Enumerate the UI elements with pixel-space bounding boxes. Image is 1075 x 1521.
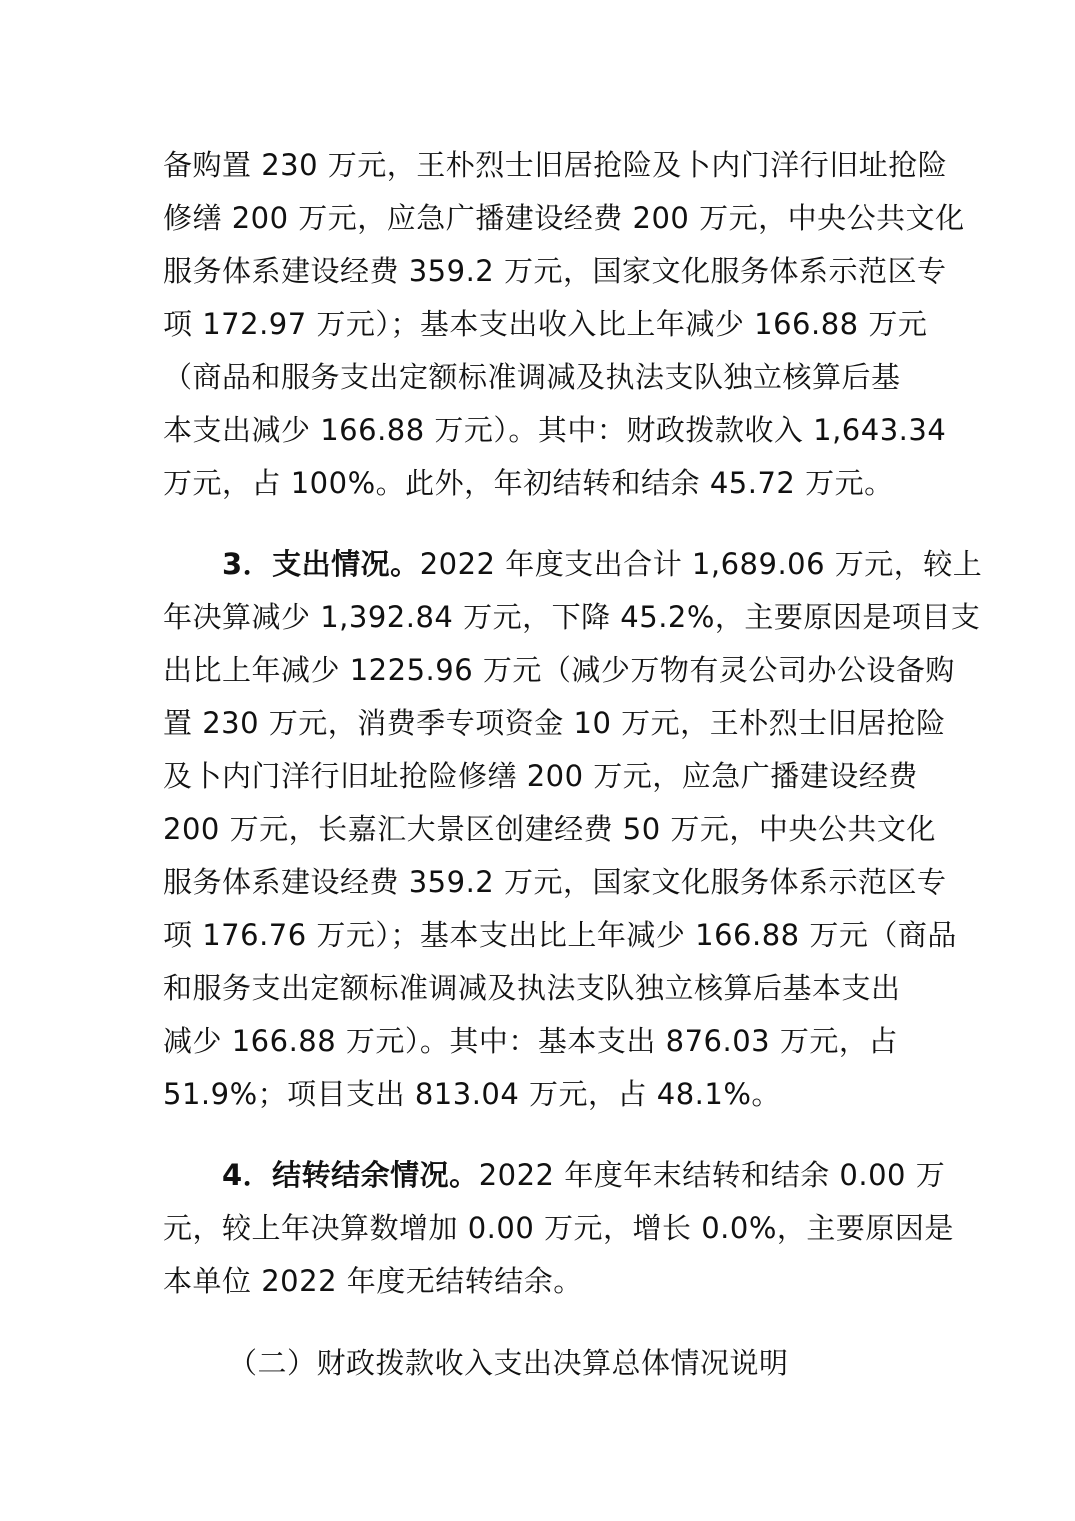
paragraph-line: 修缮 200 万元，应急广播建设经费 200 万元，中央公共文化 [163,201,965,235]
paragraph-line: 本单位 2022 年度无结转结余。 [163,1264,583,1298]
paragraph-line: 置 230 万元，消费季专项资金 10 万元，王朴烈士旧居抢险 [163,706,946,740]
paragraph-line: 备购置 230 万元，王朴烈士旧居抢险及卜内门洋行旧址抢险 [163,148,948,182]
paragraph-line: 减少 166.88 万元）。其中：基本支出 876.03 万元，占 [163,1024,898,1058]
paragraph-line: 及卜内门洋行旧址抢险修缮 200 万元，应急广播建设经费 [163,759,918,793]
section-3-first-line [222,544,982,584]
paragraph-line: 万元，占 100%。此外，年初结转和结余 45.72 万元。 [163,466,894,500]
section-3-heading: 3．支出情况。 [222,547,420,581]
paragraph-line: （商品和服务支出定额标准调减及执法支队独立核算后基 [163,360,901,394]
paragraph-line: 服务体系建设经费 359.2 万元，国家文化服务体系示范区专 [163,865,947,899]
paragraph-line: 年决算减少 1,392.84 万元，下降 45.2%，主要原因是项目支 [163,600,981,634]
paragraph-line: 元，较上年决算数增加 0.00 万元，增长 0.0%，主要原因是 [163,1211,954,1245]
paragraph-line: 本支出减少 166.88 万元）。其中：财政拨款收入 1,643.34 [163,413,947,447]
section-3-first-line-text: 2022 年度支出合计 1,689.06 万元，较上 [419,547,983,581]
section-4-heading: 4．结转结余情况。 [222,1158,479,1192]
paragraph-line: 项 172.97 万元）；基本支出收入比上年减少 166.88 万元 [163,307,928,341]
paragraph-line: 出比上年减少 1225.96 万元（减少万物有灵公司办公设备购 [163,653,955,687]
paragraph-line: 和服务支出定额标准调减及执法支队独立核算后基本支出 [163,971,901,1005]
paragraph-line: 51.9%；项目支出 813.04 万元，占 48.1%。 [163,1077,781,1111]
paragraph-line: 200 万元，长嘉汇大景区创建经费 50 万元，中央公共文化 [163,812,936,846]
section-4-first-line-text: 2022 年度年末结转和结余 0.00 万 [478,1158,946,1192]
subsection-heading: （二）财政拨款收入支出决算总体情况说明 [228,1346,789,1380]
paragraph-line: 服务体系建设经费 359.2 万元，国家文化服务体系示范区专 [163,254,947,288]
section-4-first-line [222,1155,945,1195]
paragraph-line: 项 176.76 万元）；基本支出比上年减少 166.88 万元（商品 [163,918,957,952]
